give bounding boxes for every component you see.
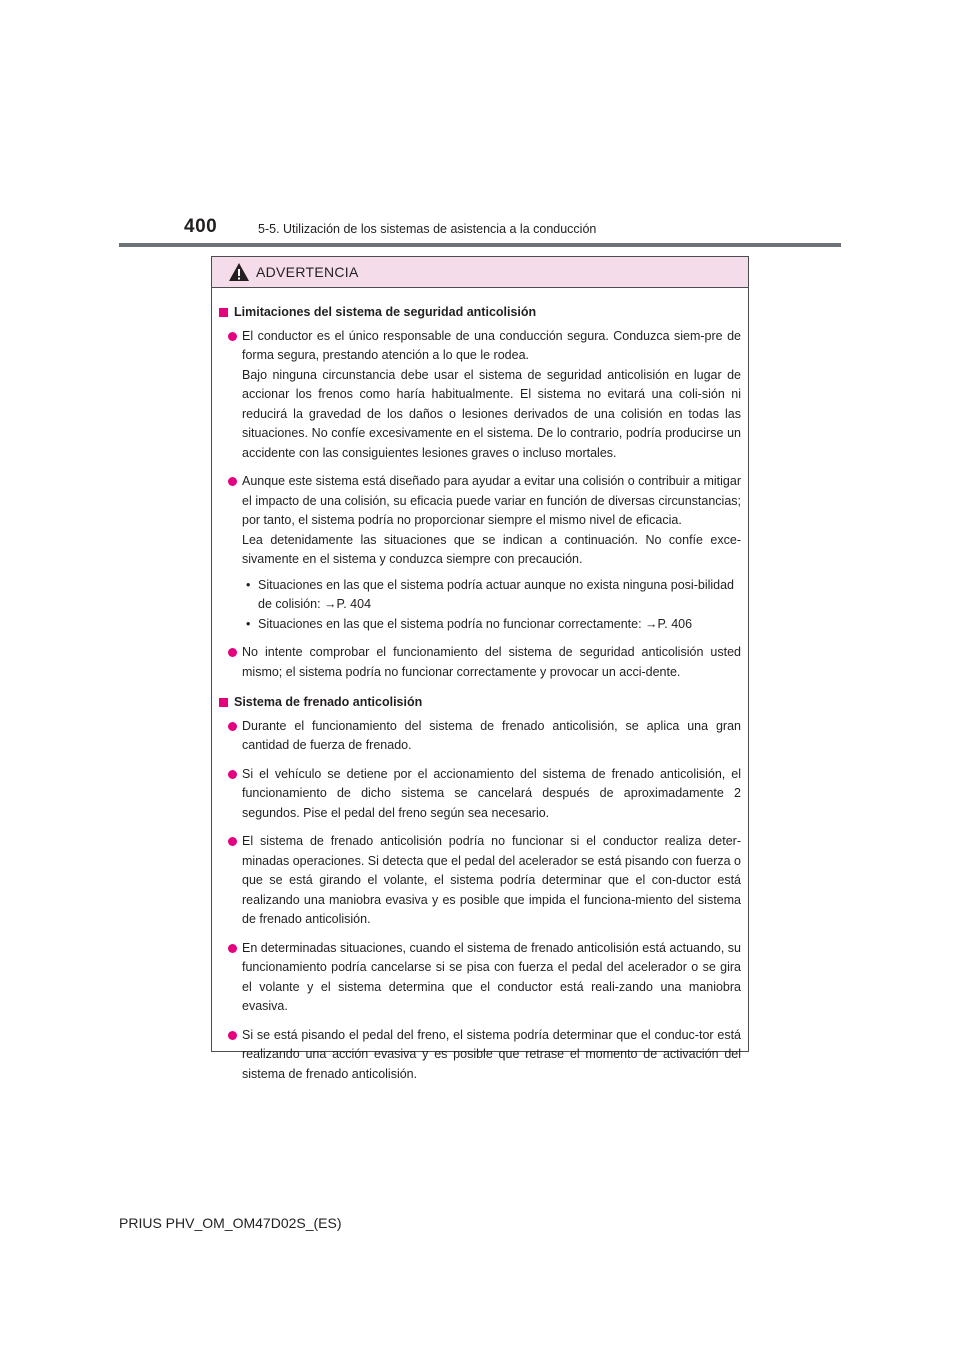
bullet-paragraph: Lea detenidamente las situaciones que se indican a continuación. No confíe exce-sivamente en el sistema y conduzca siempre con precaución. (242, 532, 741, 566)
warning-header (212, 257, 748, 288)
bullet-paragraph: El sistema de frenado anticolisión podría no funcionar si el conductor realiza deter-minadas operaciones. Si detecta que el pedal del acelerador se está pisando con fuerza o que se está girando el volante, el sistema podría determinar que el con-ductor está realizando una maniobra evasiva y es posible que impida el funciona-miento del sistema de frenado anticolisión. (242, 834, 741, 926)
circle-bullet-icon (228, 770, 237, 779)
warning-title: ADVERTENCIA (256, 264, 359, 280)
bullet-item (219, 832, 741, 930)
warning-box (211, 256, 749, 1081)
bullet-item (219, 472, 741, 634)
circle-bullet-icon (228, 1031, 237, 1040)
bullet-item (219, 717, 741, 756)
bullet-paragraph: Aunque este sistema está diseñado para ayudar a evitar una colisión o contribuir a mitigar el impacto de una colisión, su eficacia puede variar en función de diversas circunstancias; por tanto, el sistema podría no proporcionar siempre el mismo nivel de eficacia. (242, 474, 741, 527)
section-heading (219, 303, 741, 323)
bullet-item (219, 765, 741, 824)
document-code: PRIUS PHV_OM_OM47D02S_(ES) (119, 1215, 342, 1231)
bullet-item (219, 939, 741, 1017)
sub-list-item[interactable] (242, 615, 741, 635)
sub-list-item[interactable] (242, 576, 741, 615)
bullet-paragraph: Si el vehículo se detiene por el accionamiento del sistema de frenado anticolisión, el funcionamiento de dicho sistema se cancelará después de aproximadamente 2 segundos. Pise el pedal del freno según sea necesario. (242, 766, 741, 820)
circle-bullet-icon (228, 477, 237, 486)
square-bullet-icon (219, 698, 228, 707)
section-heading-text: Sistema de frenado anticolisión (234, 695, 423, 709)
circle-bullet-icon (228, 722, 237, 731)
bullet-paragraph: No intente comprobar el funcionamiento del sistema de seguridad anticolisión usted mismo; el sistema podría no funcionar correctamente y provocar un acci-dente. (242, 645, 741, 679)
page-number: 400 (184, 216, 218, 237)
bullet-paragraph: Durante el funcionamiento del sistema de frenado anticolisión, se aplica una gran cantidad de fuerza de frenado. (242, 718, 741, 752)
dot-marker: • (246, 616, 251, 631)
warning-triangle-icon (228, 262, 250, 282)
square-bullet-icon (219, 308, 228, 317)
bullet-paragraph: En determinadas situaciones, cuando el sistema de frenado anticolisión está actuando, su funcionamiento podría cancelarse si se pisa con fuerza el pedal del acelerador o se gira el volante y el sistema determina que el conductor está reali-zando una maniobra evasiva. (242, 940, 741, 1013)
bullet-paragraph: Si se está pisando el pedal del freno, el sistema podría determinar que el conduc-tor está realizando una acción evasiva y es posible que retrase el momento de activación del sistema de frenado anticolisión. (242, 1027, 741, 1081)
bullet-item (219, 643, 741, 682)
circle-bullet-icon (228, 648, 237, 657)
bullet-paragraph: El conductor es el único responsable de una conducción segura. Conduzca siem-pre de forma segura, prestando atención a lo que le rodea. (242, 328, 741, 362)
section-title: 5-5. Utilización de los sistemas de asistencia a la conducción (258, 222, 597, 236)
bullet-paragraph: Bajo ninguna circunstancia debe usar el sistema de seguridad anticolisión en lugar de accionar los frenos como haría habitualmente. El sistema no evitará una coli-sión ni reducirá la gravedad de los daños o lesiones derivados de una colisión en todas las situaciones. No confíe excesivamente en el sistema. De lo contrario, podría producirse un accidente con las consiguientes lesiones graves o incluso mortales. (242, 367, 741, 460)
bullet-item (219, 1026, 741, 1085)
circle-bullet-icon (228, 944, 237, 953)
circle-bullet-icon (228, 837, 237, 846)
sub-list (242, 576, 741, 635)
circle-bullet-icon (228, 332, 237, 341)
sub-list-text: Situaciones en las que el sistema podría no funcionar correctamente: →P. 406 (258, 616, 693, 631)
header-rule (119, 243, 841, 247)
sub-list-text: Situaciones en las que el sistema podría actuar aunque no exista ninguna posi-bilidad de colisión: →P. 404 (258, 577, 735, 611)
bullet-item (219, 327, 741, 464)
dot-marker: • (246, 577, 251, 592)
section-heading-text: Limitaciones del sistema de seguridad anticolisión (234, 305, 537, 319)
section-heading (219, 693, 741, 713)
warning-content (212, 288, 748, 1084)
